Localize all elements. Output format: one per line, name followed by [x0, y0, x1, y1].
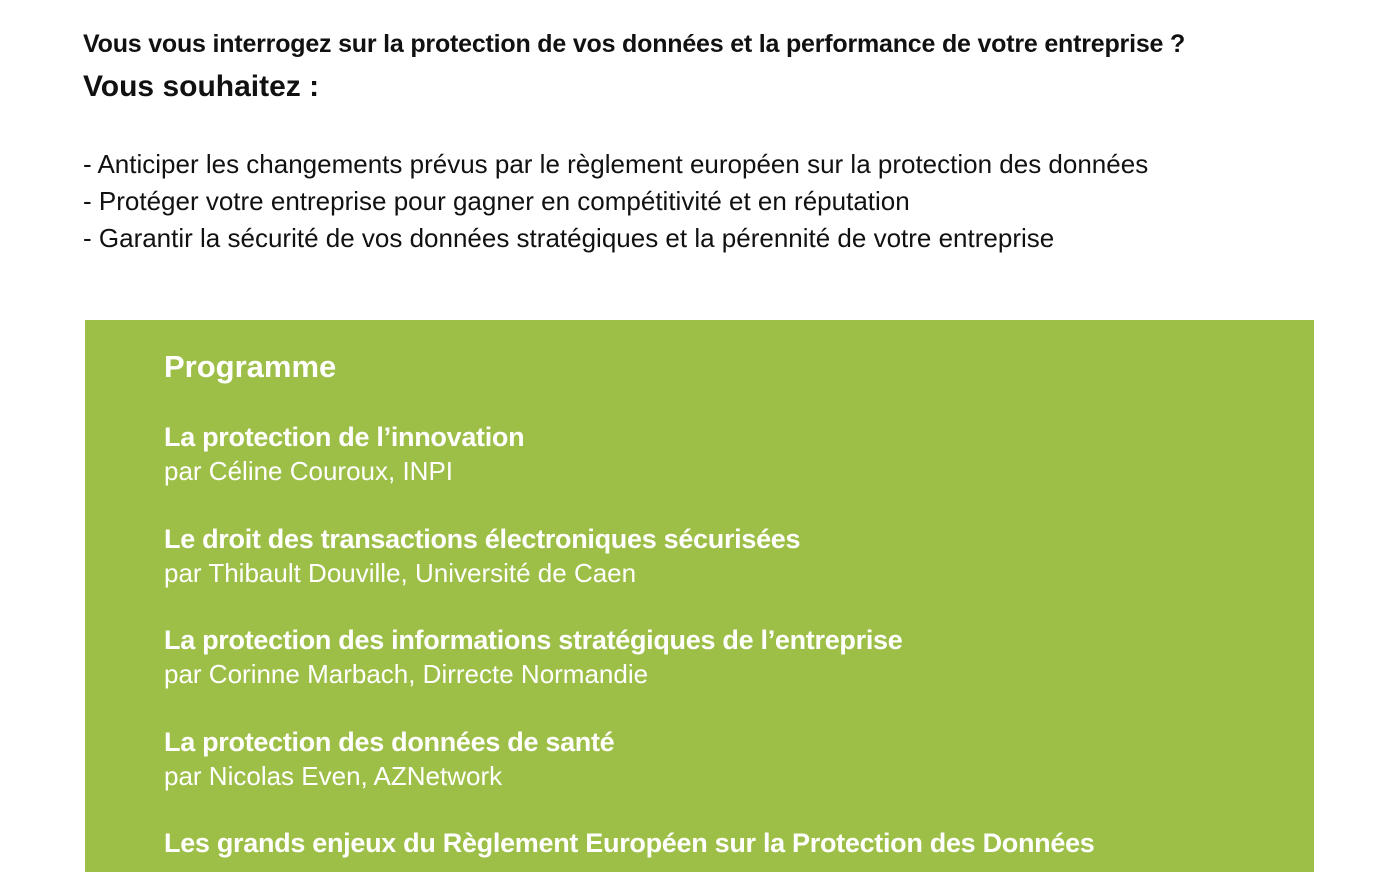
- session-speaker: par Nicolas Even, AZNetwork: [164, 761, 503, 791]
- objective-item: - Anticiper les changements prévus par le règlement européen sur la protection des données: [83, 149, 1149, 179]
- programme-title: Programme: [164, 349, 337, 384]
- objectives-list: [83, 146, 1148, 257]
- session-title: Les grands enjeux du Règlement Européen sur la Protection des Données: [164, 828, 1095, 858]
- session-title: Le droit des transactions électroniques sécurisées: [164, 524, 801, 554]
- objective-item: - Protéger votre entreprise pour gagner en compétitivité et en réputation: [83, 186, 910, 216]
- session-title: La protection des informations stratégiques de l’entreprise: [164, 625, 903, 655]
- objective-item: - Garantir la sécurité de vos données stratégiques et la pérennité de votre entreprise: [83, 223, 1055, 253]
- intro-heading: Vous souhaitez :: [83, 70, 320, 103]
- programme-session: [164, 420, 524, 488]
- session-speaker: par Céline Couroux, INPI: [164, 456, 454, 486]
- intro-question: Vous vous interrogez sur la protection de vos données et la performance de votre entreprise ?: [83, 30, 1186, 58]
- session-speaker: par Corinne Marbach, Dirrecte Normandie: [164, 659, 649, 689]
- programme-session: [164, 522, 800, 590]
- session-title: La protection de l’innovation: [164, 422, 525, 452]
- programme-session: [164, 826, 1095, 860]
- session-speaker: par Thibault Douville, Université de Caen: [164, 558, 637, 588]
- programme-session: [164, 725, 614, 793]
- programme-session: [164, 623, 902, 691]
- programme-panel: [85, 320, 1314, 872]
- session-title: La protection des données de santé: [164, 727, 615, 757]
